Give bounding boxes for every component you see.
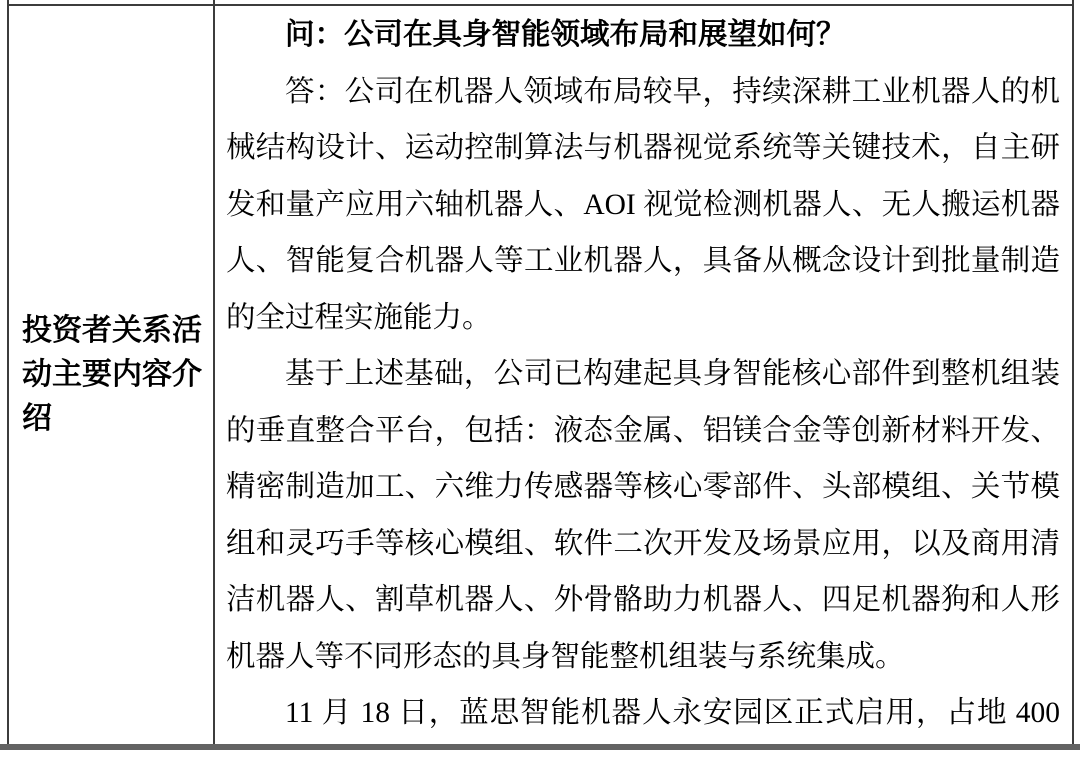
- row-header-label: 投资者关系活动主要内容介绍: [22, 314, 202, 435]
- answer-line: 11 月 18 日，蓝思智能机器人永安园区正式启用，占地 400: [285, 697, 1060, 729]
- answer-line: 的全过程实施能力。: [226, 301, 492, 334]
- answer-line: 机器人等不同形态的具身智能整机组装与系统集成。: [226, 640, 905, 673]
- table-column-divider: [213, 0, 215, 744]
- answer-line: 洁机器人、割草机器人、外骨骼助力机器人、四足机器狗和人形: [226, 584, 1060, 616]
- answer-line: 答：公司在机器人领域布局较早，持续深耕工业机器人的机: [285, 75, 1060, 108]
- page-bottom-edge: [0, 744, 1080, 750]
- question-line: 问：公司在具身智能领域布局和展望如何？: [285, 19, 846, 51]
- row-content-cell: [226, 7, 1060, 744]
- answer-line: 人、智能复合机器人等工业机器人，具备从概念设计到批量制造: [226, 245, 1060, 277]
- answer-line: 精密制造加工、六维力传感器等核心零部件、头部模组、关节模: [226, 471, 1060, 503]
- table-border-right: [1072, 0, 1074, 744]
- answer-line: 械结构设计、运动控制算法与机器视觉系统等关键技术，自主研: [226, 132, 1060, 164]
- answer-line: 发和量产应用六轴机器人、AOI 视觉检测机器人、无人搬运机器: [226, 188, 1060, 221]
- answer-line: 基于上述基础，公司已构建起具身智能核心部件到整机组装: [285, 358, 1060, 390]
- answer-line: 的垂直整合平台，包括：液态金属、铝镁合金等创新材料开发、: [226, 414, 1060, 447]
- answer-line: 组和灵巧手等核心模组、软件二次开发及场景应用，以及商用清: [226, 527, 1060, 560]
- row-header-cell: [9, 6, 213, 744]
